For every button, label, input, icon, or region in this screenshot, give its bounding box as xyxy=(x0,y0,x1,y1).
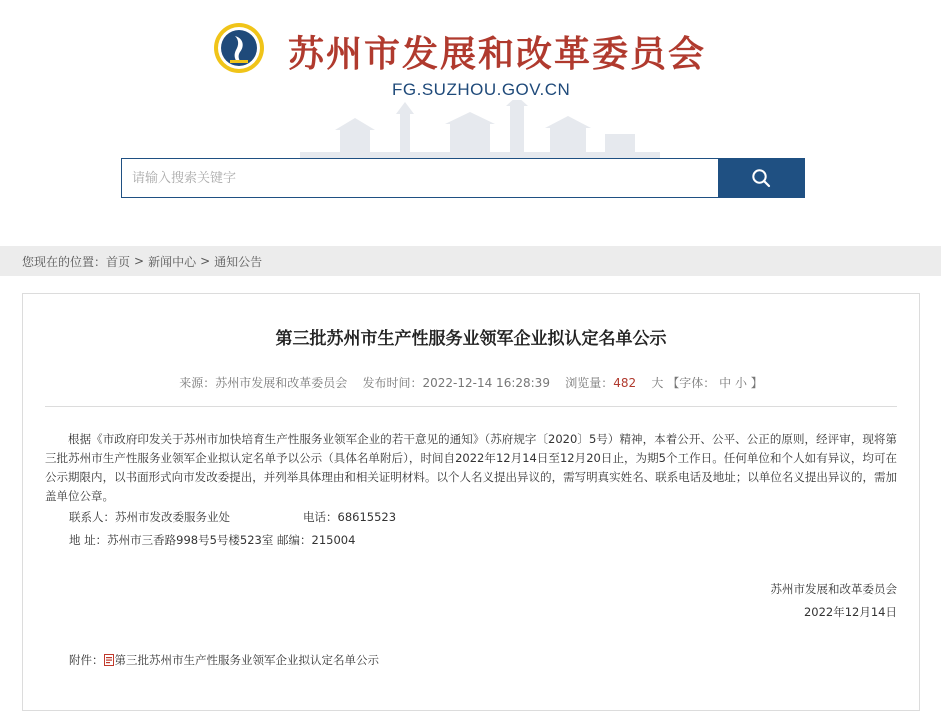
signature-org: 苏州市发展和改革委员会 xyxy=(770,582,897,596)
article-body: 根据《市政府印发关于苏州市加快培育生产性服务业领军企业的若干意见的通知》（苏府规字〔2020〕5号）精神，本着公开、公平、公正的原则，经评审，现将第三批苏州市生产性服务业领军企业拟认定名单予以公示（具体名单附后），时间自2022年12月14日至12月20日止，为期5个工作日。任何单位和个人如有异议，均可在公示期限内，以书面形式向市发改委提出，并列举具体理由和相关证明材料。以个人名义提出异议的，需写明真实姓名、联系电话及地址；以单位名义提出异议的，需加盖单位公章。 xyxy=(45,432,897,503)
source-value: 苏州市发展和改革委员会 xyxy=(215,376,348,390)
attachment-label: 附件： xyxy=(69,653,104,667)
views-count: 482 xyxy=(613,376,637,390)
source-label: 来源： xyxy=(179,376,216,390)
divider xyxy=(45,406,897,407)
site-domain: FG.SUZHOU.GOV.CN xyxy=(392,80,571,99)
time-value: 2022-12-14 16:28:39 xyxy=(422,376,550,390)
site-title: 苏州市发展和改革委员会 xyxy=(288,34,707,75)
signature-date: 2022年12月14日 xyxy=(803,605,897,619)
pdf-file-icon xyxy=(104,654,114,666)
attachment xyxy=(69,652,379,668)
breadcrumb-prefix: 您现在的位置： xyxy=(22,254,107,269)
font-label: 【字体： xyxy=(667,376,716,390)
article-container xyxy=(22,293,920,711)
article-meta xyxy=(23,374,919,391)
contact-person: 联系人：苏州市发改委服务业处 xyxy=(69,510,230,524)
font-size-medium-button[interactable]: 中 xyxy=(719,376,732,390)
search-icon xyxy=(751,168,771,188)
font-size-small-button[interactable]: 小 xyxy=(734,376,747,390)
search-input[interactable] xyxy=(122,159,718,197)
attachment-link[interactable]: 第三批苏州市生产性服务业领军企业拟认定名单公示 xyxy=(114,653,379,667)
breadcrumb-separator: > xyxy=(134,254,145,268)
article-title: 第三批苏州市生产性服务业领军企业拟认定名单公示 xyxy=(275,329,667,349)
font-close: 】 xyxy=(750,376,763,390)
contact-phone: 电话：68615523 xyxy=(303,510,397,524)
views-label: 浏览量： xyxy=(565,376,614,390)
contact-address: 地 址：苏州市三香路998号5号楼523室 邮编：215004 xyxy=(69,533,356,547)
search-button[interactable] xyxy=(718,159,804,197)
site-header xyxy=(0,0,941,240)
breadcrumb-news-center[interactable]: 新闻中心 xyxy=(148,254,197,269)
search-bar xyxy=(121,158,805,198)
breadcrumb-home[interactable]: 首页 xyxy=(106,254,131,269)
city-skyline-decoration xyxy=(300,100,660,160)
breadcrumb-notices[interactable]: 通知公告 xyxy=(214,254,263,269)
breadcrumb-separator: > xyxy=(200,254,211,268)
site-logo[interactable] xyxy=(213,22,265,74)
font-size-large-button[interactable]: 大 xyxy=(651,376,664,390)
breadcrumb xyxy=(0,246,941,276)
time-label: 发布时间： xyxy=(362,376,423,390)
emblem-icon xyxy=(213,22,265,74)
